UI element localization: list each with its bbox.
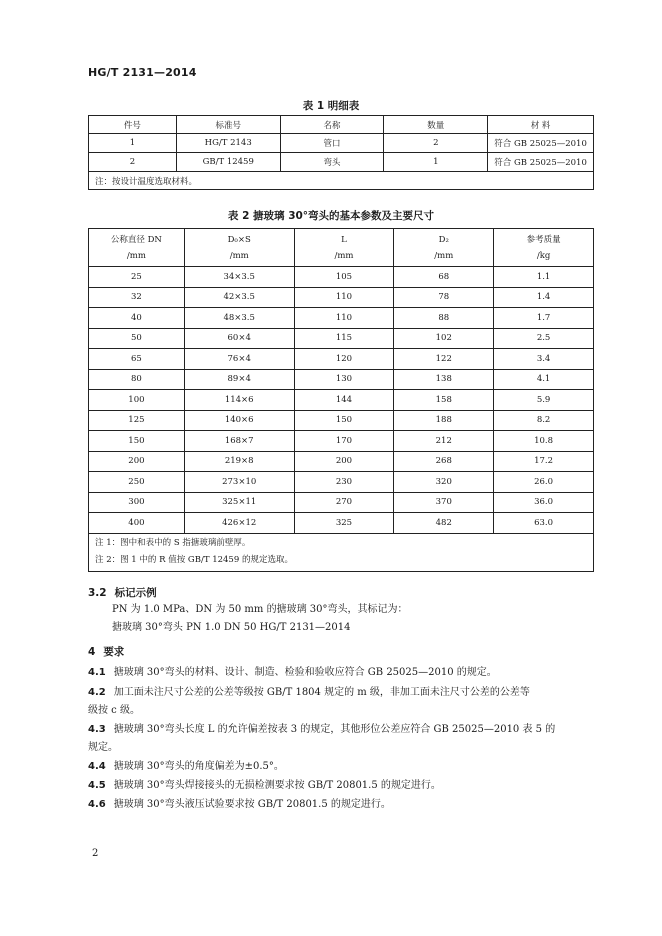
- table2: [88, 228, 594, 572]
- table1-cell: 2: [89, 153, 177, 172]
- page-number: 2: [92, 848, 99, 859]
- table2-cell: 25: [89, 267, 185, 288]
- table2-cell: 5.9: [494, 390, 594, 411]
- clause-4-3: 4.3 搪玻璃 30°弯头长度 L 的允许偏差按表 3 的规定，其他形位公差应符合 GB 25025—2010 表 5 的: [88, 724, 556, 735]
- clause-4-2: 4.2 加工面未注尺寸公差的公差等级按 GB/T 1804 规定的 m 级，非加工面未注尺寸公差的公差等: [88, 687, 530, 698]
- table2-cell: 10.8: [494, 431, 594, 452]
- clause-4-6: 4.6 搪玻璃 30°弯头液压试验要求按 GB/T 20801.5 的规定进行。: [88, 799, 391, 810]
- table1-header-cell: 标准号: [176, 116, 280, 134]
- table2-cell: 122: [394, 349, 494, 370]
- table2-row: [89, 390, 594, 411]
- table2-row: [89, 410, 594, 431]
- table2-cell: 76×4: [184, 349, 294, 370]
- table2-cell: 48×3.5: [184, 308, 294, 329]
- table1-note: 注：按设计温度选取材料。: [89, 172, 594, 190]
- table2-cell: 426×12: [184, 513, 294, 534]
- table2-cell: 34×3.5: [184, 267, 294, 288]
- table1-row: [89, 134, 594, 153]
- clause-4-3-continued: 规定。: [88, 742, 118, 753]
- table2-header-cell: 公称直径 DN /mm: [89, 229, 185, 267]
- section-3-2-heading: [88, 585, 157, 600]
- table2-cell: 80: [89, 369, 185, 390]
- table2-cell: 130: [294, 369, 394, 390]
- table1-header-cell: 材 料: [488, 116, 594, 134]
- table2-header-cell: 参考质量 /kg: [494, 229, 594, 267]
- table1-cell: 2: [384, 134, 488, 153]
- table2-cell: 300: [89, 492, 185, 513]
- table2-cell: 26.0: [494, 472, 594, 493]
- table2-header-row: [89, 229, 594, 267]
- section-title: 标记示例: [114, 587, 157, 599]
- table2-row: [89, 492, 594, 513]
- table2-cell: 482: [394, 513, 494, 534]
- table2-cell: 270: [294, 492, 394, 513]
- table2-cell: 110: [294, 308, 394, 329]
- table2-cell: 370: [394, 492, 494, 513]
- table1-title: 表 1 明细表: [302, 100, 360, 112]
- table1-note-row: [89, 172, 594, 190]
- table1-cell: 符合 GB 25025—2010: [488, 153, 594, 172]
- table2-cell: 325: [294, 513, 394, 534]
- table2-cell: 188: [394, 410, 494, 431]
- table2-cell: 60×4: [184, 328, 294, 349]
- table2-cell: 150: [294, 410, 394, 431]
- table2-cell: 273×10: [184, 472, 294, 493]
- table2-cell: 3.4: [494, 349, 594, 370]
- table1: [88, 115, 594, 190]
- table2-header-cell: L /mm: [294, 229, 394, 267]
- table2-cell: 50: [89, 328, 185, 349]
- table2-row: [89, 308, 594, 329]
- table2-cell: 2.5: [494, 328, 594, 349]
- section-title: 要求: [103, 646, 125, 658]
- table2-cell: 36.0: [494, 492, 594, 513]
- table2-row: [89, 349, 594, 370]
- table2-cell: 138: [394, 369, 494, 390]
- table2-cell: 325×11: [184, 492, 294, 513]
- table2-row: [89, 328, 594, 349]
- clause-4-5: 4.5 搪玻璃 30°弯头焊接接头的无损检测要求按 GB/T 20801.5 的规定进行。: [88, 780, 441, 791]
- table2-cell: 114×6: [184, 390, 294, 411]
- table2-cell: 200: [89, 451, 185, 472]
- table2-cell: 88: [394, 308, 494, 329]
- table2-cell: 65: [89, 349, 185, 370]
- table2-cell: 68: [394, 267, 494, 288]
- clause-4-1: 4.1 搪玻璃 30°弯头的材料、设计、制造、检验和验收应符合 GB 25025—2010 的规定。: [88, 667, 497, 678]
- table1-cell: 弯头: [280, 153, 384, 172]
- table2-cell: 268: [394, 451, 494, 472]
- table2-cell: 200: [294, 451, 394, 472]
- table2-cell: 144: [294, 390, 394, 411]
- table1-cell: GB/T 12459: [176, 153, 280, 172]
- table2-row: [89, 287, 594, 308]
- clause-4-2-continued: 级按 c 级。: [88, 705, 140, 716]
- table2-row: [89, 472, 594, 493]
- table2-notes-row: [89, 533, 594, 571]
- table2-cell: 230: [294, 472, 394, 493]
- table2-cell: 32: [89, 287, 185, 308]
- table2-cell: 1.1: [494, 267, 594, 288]
- section-4-heading: [88, 644, 124, 659]
- table2-row: [89, 451, 594, 472]
- table2-row: [89, 431, 594, 452]
- table2-cell: 115: [294, 328, 394, 349]
- table2-cell: 40: [89, 308, 185, 329]
- table2-cell: 102: [394, 328, 494, 349]
- table1-cell: HG/T 2143: [176, 134, 280, 153]
- section-number: 4: [88, 646, 96, 658]
- table2-cell: 17.2: [494, 451, 594, 472]
- table1-header-cell: 数量: [384, 116, 488, 134]
- table1-header-cell: 名称: [280, 116, 384, 134]
- table1-cell: 1: [384, 153, 488, 172]
- table2-note: 注 2：图 1 中的 R 值按 GB/T 12459 的规定选取。: [95, 555, 293, 565]
- table2-row: [89, 369, 594, 390]
- table2-cell: 63.0: [494, 513, 594, 534]
- table1-header-row: [89, 116, 594, 134]
- table2-note: 注 1：图中和表中的 S 指搪玻璃前壁厚。: [95, 538, 251, 548]
- table2-cell: 78: [394, 287, 494, 308]
- table2-cell: 400: [89, 513, 185, 534]
- table2-cell: 250: [89, 472, 185, 493]
- clause-4-4: 4.4 搪玻璃 30°弯头的角度偏差为±0.5°。: [88, 761, 284, 772]
- table2-cell: 219×8: [184, 451, 294, 472]
- table2-cell: 120: [294, 349, 394, 370]
- table2-cell: 42×3.5: [184, 287, 294, 308]
- table2-cell: 105: [294, 267, 394, 288]
- table2-cell: 8.2: [494, 410, 594, 431]
- section-number: 3.2: [88, 587, 107, 599]
- table2-cell: 1.4: [494, 287, 594, 308]
- table2-header-cell: D₀×S /mm: [184, 229, 294, 267]
- table2-cell: 140×6: [184, 410, 294, 431]
- table2-cell: 168×7: [184, 431, 294, 452]
- table2-cell: 1.7: [494, 308, 594, 329]
- table2-cell: 212: [394, 431, 494, 452]
- table2-row: [89, 267, 594, 288]
- document-code: HG/T 2131—2014: [88, 66, 197, 79]
- table2-cell: 320: [394, 472, 494, 493]
- table2-cell: 170: [294, 431, 394, 452]
- table2-cell: 100: [89, 390, 185, 411]
- table2-cell: 158: [394, 390, 494, 411]
- table2-header-cell: D₂ /mm: [394, 229, 494, 267]
- table1-cell: 1: [89, 134, 177, 153]
- table1-header-cell: 件号: [89, 116, 177, 134]
- table2-cell: 125: [89, 410, 185, 431]
- table1-cell: 管口: [280, 134, 384, 153]
- table2-cell: 4.1: [494, 369, 594, 390]
- table1-cell: 符合 GB 25025—2010: [488, 134, 594, 153]
- table2-cell: 150: [89, 431, 185, 452]
- table2-row: [89, 513, 594, 534]
- table2-notes: [89, 533, 594, 571]
- table1-row: [89, 153, 594, 172]
- table2-cell: 89×4: [184, 369, 294, 390]
- marking-example-line-1: PN 为 1.0 MPa、DN 为 50 mm 的搪玻璃 30°弯头，其标记为：: [112, 604, 408, 615]
- table2-cell: 110: [294, 287, 394, 308]
- table2-title: 表 2 搪玻璃 30°弯头的基本参数及主要尺寸: [227, 210, 435, 222]
- marking-example-line-2: 搪玻璃 30°弯头 PN 1.0 DN 50 HG/T 2131—2014: [112, 622, 351, 633]
